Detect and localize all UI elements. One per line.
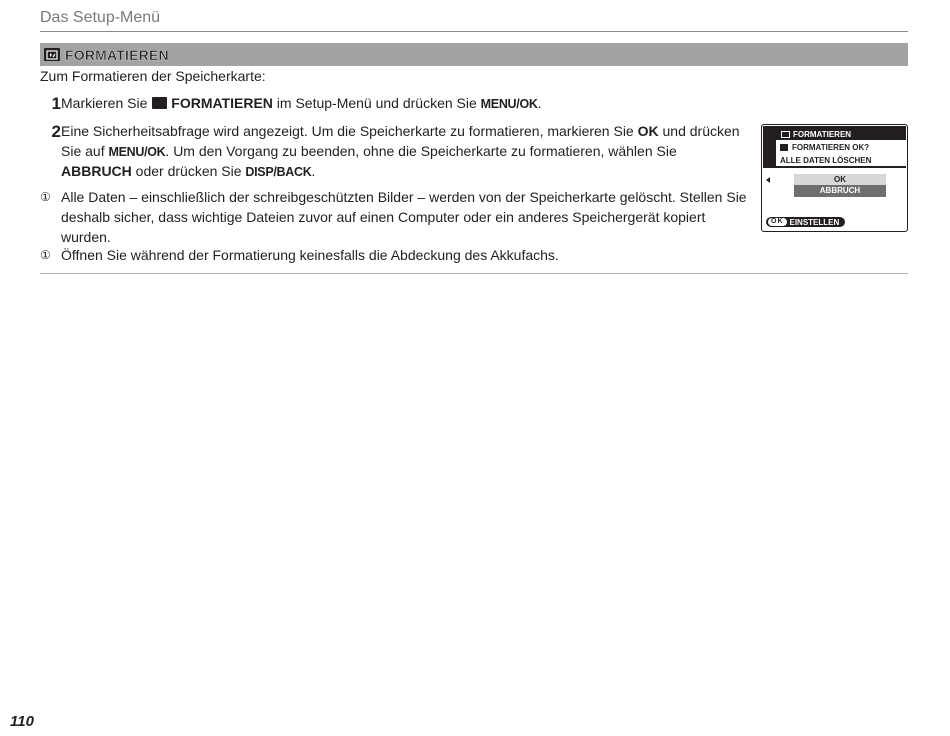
camera-option-cancel: ABBRUCH [794,185,886,197]
header-divider [40,31,908,32]
step-text-part: Markieren Sie [61,95,152,111]
page-header-title: Das Setup-Menü [40,9,161,26]
camera-screen-illustration [761,124,908,232]
ok-button-icon: OK [768,218,787,226]
caution-note-2 [40,245,748,265]
camera-footer-label: EINSTELLEN [789,217,840,227]
step-text-part: . [311,163,316,179]
memory-card-format-icon [44,48,60,61]
step-text-part: oder drücken Sie [131,163,246,179]
step-text-part: und drücken Sie auf [61,123,740,159]
step-text-part: . Um den Vorgang zu beenden, ohne die Speicherkarte zu formatieren, wählen Sie [165,142,677,159]
camera-question-row [780,143,869,152]
camera-question: FORMATIEREN OK? [792,143,870,152]
step-text-part: . [537,95,542,111]
camera-option-ok: OK [794,174,886,185]
button-name: DISP/BACK [245,165,312,179]
left-arrow-icon [766,177,770,183]
section-heading-bar [40,43,908,66]
step-text [61,94,542,115]
step-2 [40,122,748,183]
memory-card-format-icon [781,131,790,138]
caution-note-1 [40,187,748,247]
memory-card-format-icon [152,97,167,109]
button-name: MENU/OK [480,97,538,111]
step-text [61,122,748,183]
note-text: Alle Daten – einschließlich der schreibgeschützten Bilder – werden von der Speicherkarte gelöscht. Stellen Sie deshalb sicher, dass wichtige Dateien zuvor auf einen Computer oder ein anderes Speichergerät kopiert wurden. [61,189,747,245]
step-number: 1 [51,94,61,113]
camera-warning: ALLE DATEN LÖSCHEN [780,156,872,165]
step-text-part: Eine Sicherheitsabfrage wird angezeigt. Um die Speicherkarte zu formatieren, markieren Sie [61,123,638,139]
menu-item-name: FORMATIEREN [171,95,273,111]
camera-menu-title: FORMATIEREN [793,129,852,139]
step-text-part: im Setup-Menü und drücken Sie [272,95,481,111]
step-1 [40,94,740,115]
memory-card-format-icon [780,144,788,151]
caution-icon: ① [40,248,51,262]
option-name: ABBRUCH [61,163,132,179]
option-name: OK [637,123,659,139]
camera-menu-title-row [778,128,906,140]
note-text: Öffnen Sie während der Formatierung keinesfalls die Abdeckung des Akkufachs. [61,247,559,263]
camera-footer-hint [766,217,845,227]
intro-text: Zum Formatieren der Speicherkarte: [40,68,266,84]
section-end-divider [40,273,908,274]
step-number: 2 [51,122,61,141]
caution-icon: ① [40,190,51,204]
section-title: FORMATIEREN [65,46,169,63]
camera-dialog-box [776,140,906,166]
page-number: 110 [10,713,34,730]
button-name: MENU/OK [108,144,166,159]
